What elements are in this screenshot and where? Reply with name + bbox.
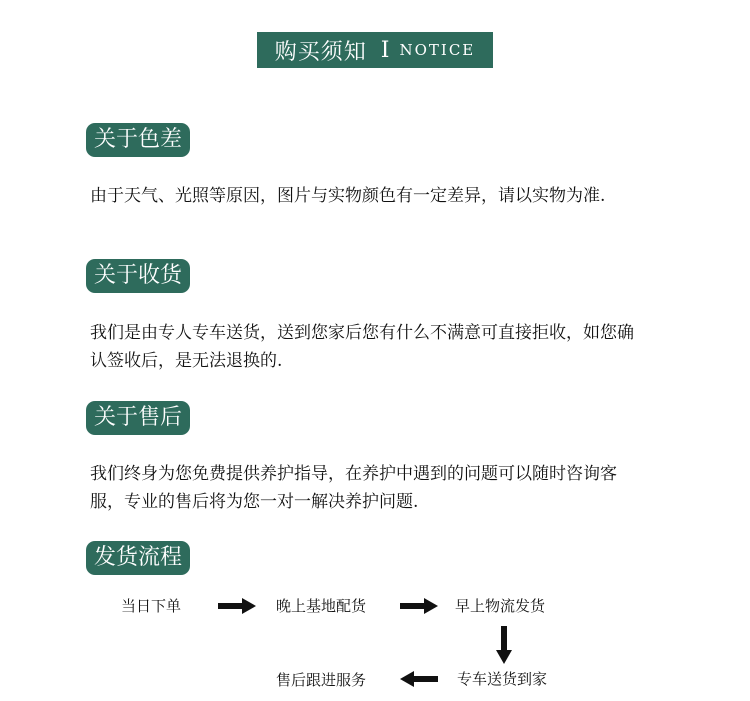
process-step-ship: 早上物流发货 (455, 597, 546, 615)
section-title-color-difference: 关于色差 (86, 123, 190, 157)
section-body-color-difference: 由于天气、光照等原因，图片与实物颜色有一定差异，请以实物为准. (90, 186, 606, 206)
left-arrow-icon (400, 671, 438, 687)
header-separator: I (380, 37, 390, 63)
header-title-cn: 购买须知 (274, 39, 367, 65)
process-step-deliver: 专车送货到家 (457, 670, 548, 688)
process-step-order: 当日下单 (121, 597, 182, 615)
notice-header-banner (257, 32, 493, 68)
right-arrow-icon (400, 598, 438, 614)
process-step-prepare: 晚上基地配货 (276, 597, 367, 615)
down-arrow-icon (496, 626, 512, 664)
section-title-shipping-process: 发货流程 (86, 541, 190, 575)
process-step-after-service: 售后跟进服务 (276, 671, 367, 689)
section-body-after-sales: 我们终身为您免费提供养护指导，在养护中遇到的问题可以随时咨询客服，专业的售后将为您一对一解决养护问题. (90, 464, 617, 512)
right-arrow-icon (218, 598, 256, 614)
header-title-en: NOTICE (399, 41, 476, 59)
section-title-receiving: 关于收货 (86, 259, 190, 293)
section-title-after-sales: 关于售后 (86, 401, 190, 435)
section-body-receiving: 我们是由专人专车送货，送到您家后您有什么不满意可直接拒收，如您确认签收后，是无法退换的. (90, 323, 634, 371)
